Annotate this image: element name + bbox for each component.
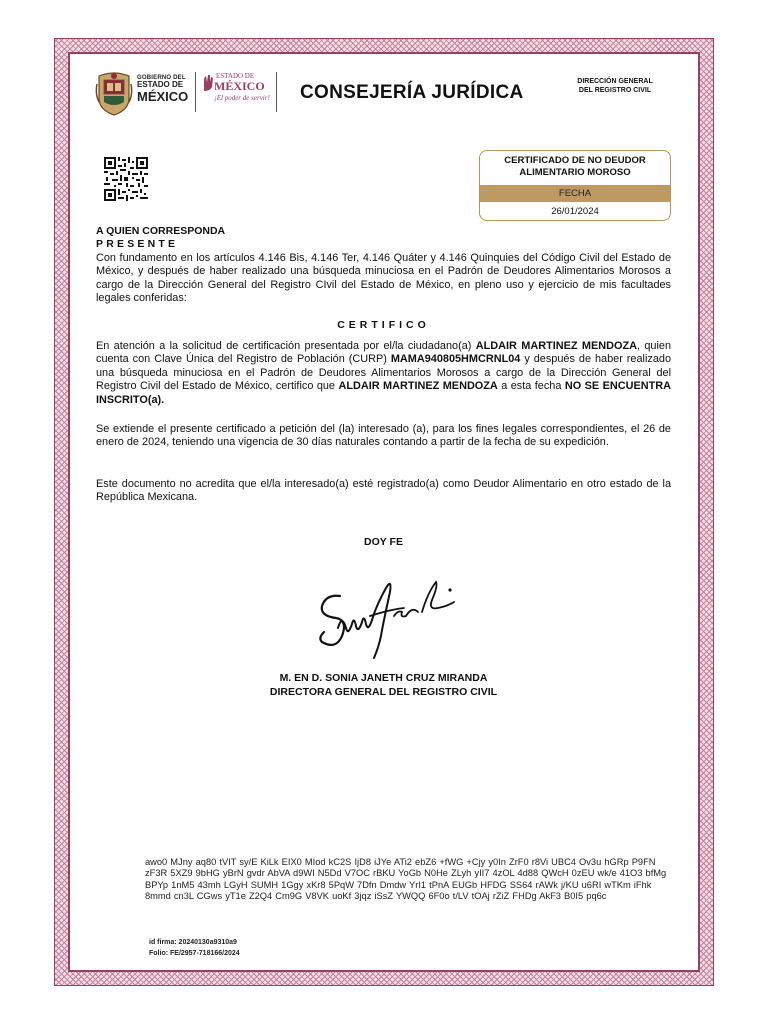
logo-tagline: ¡El poder de servir! (214, 94, 270, 102)
department-name (560, 77, 670, 96)
fecha-value: 26/01/2024 (551, 206, 599, 217)
p1-text-b: , quien cuenta con Clave Única del Registro de Población (CURP) (96, 340, 672, 366)
intro-paragraph: Con fundamento en los artículos 4.146 Bis, 4.146 Ter, 4.146 Quáter y 4.146 Quinquies del Código Civil del Estado de México, y después de haber realizado una búsqueda minuciosa en el Padrón de Deudores Alimentarios Morosos a cargo de la Dirección General del Registro CIvil del Estado de México, en pleno uso y ejercicio de mis facultades legales conferidas: (96, 252, 671, 305)
certificate-type-line1: CERTIFICADO DE NO DEUDOR (504, 155, 646, 166)
curp-value: MAMA940805HMCRNL04 (390, 353, 521, 366)
department-line2: DEL REGISTRO CIVIL (578, 87, 652, 95)
logo-top-text: ESTADO DE (216, 72, 255, 80)
page-title: CONSEJERÍA JURÍDICA (300, 82, 524, 103)
coat-of-arms-icon (95, 70, 133, 116)
estado-de-mexico-logo (202, 71, 274, 109)
header-divider (195, 72, 196, 112)
presente-line: PRESENTE (96, 238, 179, 250)
signature-id: id firma: 20240130a9310a9 (149, 939, 237, 946)
doy-fe-line: DOY FE (364, 536, 403, 548)
gobierno-line3: MÉXICO (137, 88, 189, 104)
certification-paragraph (96, 340, 671, 407)
qr-code-icon (104, 157, 148, 201)
p1-text-d: a esta fecha (497, 380, 565, 393)
fecha-label: FECHA (480, 185, 670, 202)
signature-image (308, 566, 468, 668)
signer-name: M. EN D. SONIA JANETH CRUZ MIRANDA (279, 672, 488, 684)
disclaimer-paragraph: Este documento no acredita que el/la interesado(a) esté registrado(a) como Deudor Alimentario en otro estado de la República Mexicana. (96, 478, 671, 504)
recipient-line: A QUIEN CORRESPONDA (96, 225, 226, 237)
gobierno-line2: ESTADO DE (137, 80, 184, 90)
certificate-type-line2: ALIMENTARIO MOROSO (519, 167, 631, 179)
certificate-type (480, 151, 670, 185)
signer-block (96, 671, 671, 699)
p1-text-c: y después de haber realizado una búsqueda minuciosa en el Padrón de Deudores Alimentarios Morosos a cargo de la Dirección General del Registro Civil del Estado de México, certifico que (96, 353, 671, 393)
hand-icon (202, 73, 214, 93)
digital-signature-hash: awo0 MJny aq80 tVIT sy/E KiLk EIX0 MIod kC2S IjD8 iJYe ATi2 ebZ6 +fWG +Cjy y0In ZrF0 r8Vi UBC4 Ov3u hGRp P9FN zF3R 5XZ9 9bHG yBrN gvdr AbVA d9WI N5Dd V7OC rBKU YoGb N0He ZLyh yII7 4zOL 4d88 QWcH 0zEU wk/e 41O3 bfMg BPYp 1nM5 43mh LGyH SUMH 1Ggy xKr8 5PqW 7Dfn Dmdw YrI1 tPnA EUGb HFDG SS64 rAWk j/KU u6RI wTKm iFhk 8mmd cn3L CGws yT1e Z2Q4 Cm9G V8VK uoKf 3jqz iSsZ YWQQ 6F0o t/LV tOAj rZiZ FHDg AkF3 B0I5 pq6c (145, 857, 667, 902)
certifico-heading: CERTIFICO (337, 319, 430, 331)
citizen-name: ALDAIR MARTINEZ MENDOZA (475, 340, 637, 352)
citizen-name-repeat: ALDAIR MARTINEZ MENDOZA (338, 380, 498, 393)
signer-position: DIRECTORA GENERAL DEL REGISTRO CIVIL (269, 686, 498, 698)
validity-paragraph: Se extiende el presente certificado a petición del (la) interesado (a), para los fines legales correspondientes, el 26 de enero de 2024, teniendo una vigencia de 30 días naturales contando a partir de la fecha de su expedición. (96, 423, 671, 449)
registry-status: NO SE ENCUENTRA INSCRITO(a). (96, 380, 671, 406)
gobierno-line1: GOBIERNO DEL (137, 75, 186, 81)
p1-text-a: En atención a la solicitud de certificación presentada por el/la ciudadano(a) (96, 340, 476, 352)
certificate-info-box (479, 150, 671, 221)
folio-number: Folio: FE/2957-718166/2024 (149, 950, 240, 957)
department-line1: DIRECCIÓN GENERAL (577, 78, 653, 85)
header-divider (276, 72, 277, 112)
logo-main-text: MÉXICO (214, 79, 265, 93)
gobierno-logo-text (137, 75, 188, 103)
